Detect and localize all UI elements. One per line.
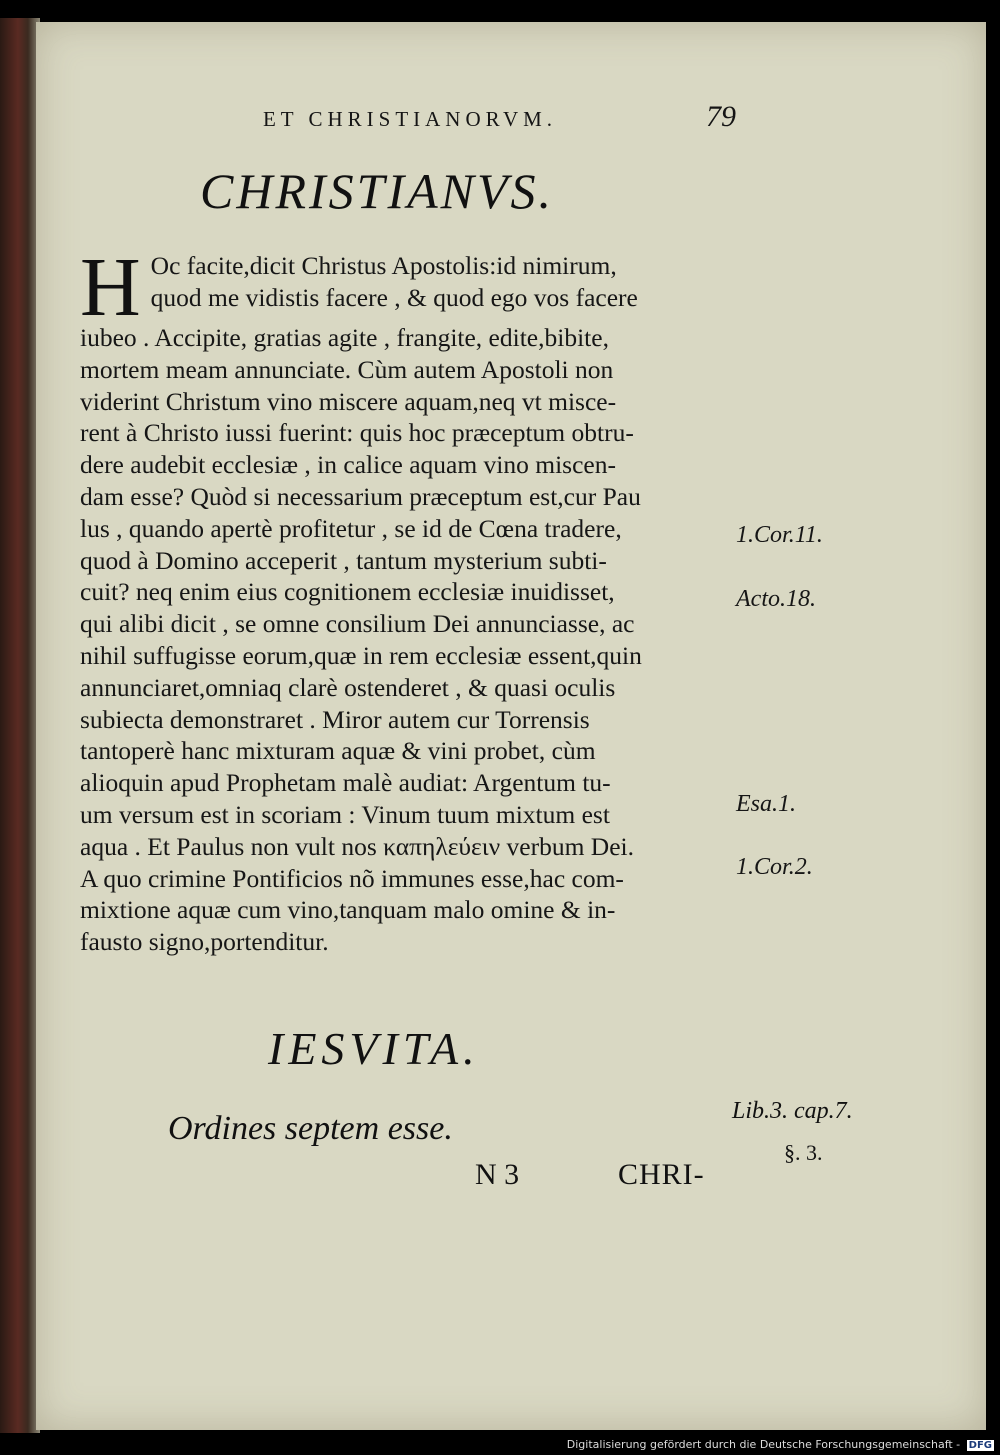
- text-line: qui alibi dicit , se omne consilium Dei annunciasse, ac: [80, 609, 635, 639]
- reference-note: Lib.3. cap.7.: [732, 1098, 853, 1124]
- text-line: dere audebit ecclesiæ , in calice aquam vino miscen-: [80, 450, 616, 480]
- page-number: 79: [706, 100, 736, 133]
- text-line: mixtione aquæ cum vino,tanquam malo omine & in-: [80, 895, 616, 925]
- marginal-note-esa1: Esa.1.: [736, 791, 796, 817]
- catchword: CHRI-: [618, 1158, 705, 1191]
- text-line: subiecta demonstraret . Miror autem cur Torrensis: [80, 704, 590, 734]
- marginal-note-acto18: Acto.18.: [736, 586, 816, 612]
- section-title-iesvita: IESVITA.: [268, 1023, 480, 1074]
- text-line: iubeo . Accipite, gratias agite , frangite, edite,bibite,: [80, 323, 609, 352]
- body-text: [80, 241, 745, 958]
- marginal-note-1cor11: 1.Cor.11.: [736, 522, 823, 548]
- subheading: Ordines septem esse.: [168, 1110, 453, 1147]
- text-line: mortem meam annunciate. Cùm autem Apostoli non: [80, 354, 614, 384]
- text-line: cuit? neq enim eius cognitionem ecclesiæ inuidisset,: [80, 577, 615, 607]
- text-line: fausto signo,portenditur.: [80, 927, 329, 957]
- text-line: alioquin apud Prophetam malè audiat: Argentum tu-: [80, 768, 611, 798]
- text-line: quod à Domino acceperit , tantum mysterium subti-: [80, 545, 607, 575]
- text-line: dam esse? Quòd si necessarium præceptum est,cur Pau: [80, 481, 641, 511]
- text-line: nihil suffugisse eorum,quæ in rem ecclesiæ essent,quin: [80, 640, 642, 670]
- text-line: annunciaret,omniaq clarè ostenderet , & quasi oculis: [80, 672, 616, 702]
- reference-paragraph: §. 3.: [784, 1140, 823, 1165]
- text-line: quod me vidistis facere , & quod ego vos facere: [150, 282, 638, 312]
- running-head: ET CHRISTIANORVM.: [262, 107, 558, 131]
- signature-mark: N 3: [475, 1158, 520, 1191]
- text-line: tantoperè hanc mixturam aquæ & vini probet, cùm: [80, 736, 596, 766]
- text-line: A quo crimine Pontificios nõ immunes esse,hac com-: [80, 863, 624, 893]
- footer-text: Digitalisierung gefördert durch die Deutsche Forschungsgemeinschaft -: [566, 1438, 961, 1451]
- marginal-note-1cor2: 1.Cor.2.: [736, 854, 813, 880]
- dfg-logo: DFG: [968, 1440, 992, 1451]
- drop-capital: H: [80, 241, 141, 334]
- text-line: aqua . Et Paulus non vult nos καπηλεύειν verbum Dei.: [80, 831, 634, 861]
- text-line: viderint Christum vino miscere aquam,neq vt misce-: [80, 386, 617, 416]
- text-line: lus , quando apertè profitetur , se id de Cœna tradere,: [80, 513, 622, 543]
- text-line: um versum est in scoriam : Vinum tuum mixtum est: [80, 799, 610, 829]
- section-title: CHRISTIANVS.: [200, 163, 555, 219]
- footer-credit: [567, 1438, 994, 1451]
- book-spine-edge: [0, 18, 40, 1433]
- text-line: rent à Christo iussi fuerint: quis hoc præceptum obtru-: [80, 418, 634, 448]
- text-line: Oc facite,dicit Christus Apostolis:id nimirum,: [150, 251, 617, 280]
